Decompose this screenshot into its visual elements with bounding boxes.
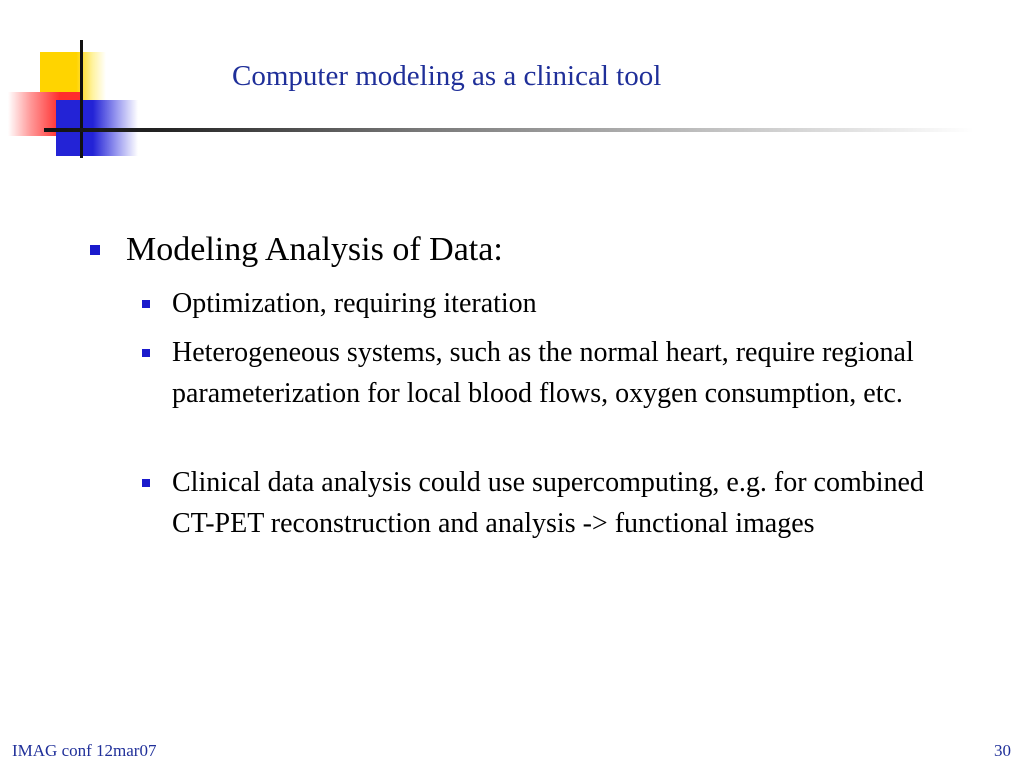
footer-conference-label: IMAG conf 12mar07 — [12, 741, 157, 760]
sub-bullet-text: Optimization, requiring iteration — [172, 288, 537, 319]
sub-bullet-square-icon — [142, 300, 150, 308]
slide-title: Computer modeling as a clinical tool — [232, 60, 662, 92]
sub-bullet-text: Heterogeneous systems, such as the normal heart, require regional parameterization for local blood flows, oxygen consumption, etc. — [172, 337, 914, 409]
sub-bullet-square-icon — [142, 349, 150, 357]
sub-bullet-square-icon — [142, 479, 150, 487]
logo-vertical-line — [80, 40, 83, 158]
sub-bullet — [142, 332, 972, 414]
sub-bullet — [142, 283, 972, 324]
bullet-text: Modeling Analysis of Data: — [126, 231, 503, 268]
sub-bullet — [142, 462, 972, 544]
bullet-level-1 — [90, 228, 970, 272]
page-number: 30 — [994, 741, 1011, 760]
title-underline — [44, 128, 974, 132]
sub-bullet-text: Clinical data analysis could use supercomputing, e.g. for combined CT-PET reconstruction and analysis -> functional images — [172, 467, 924, 539]
bullet-square-icon — [90, 245, 100, 255]
